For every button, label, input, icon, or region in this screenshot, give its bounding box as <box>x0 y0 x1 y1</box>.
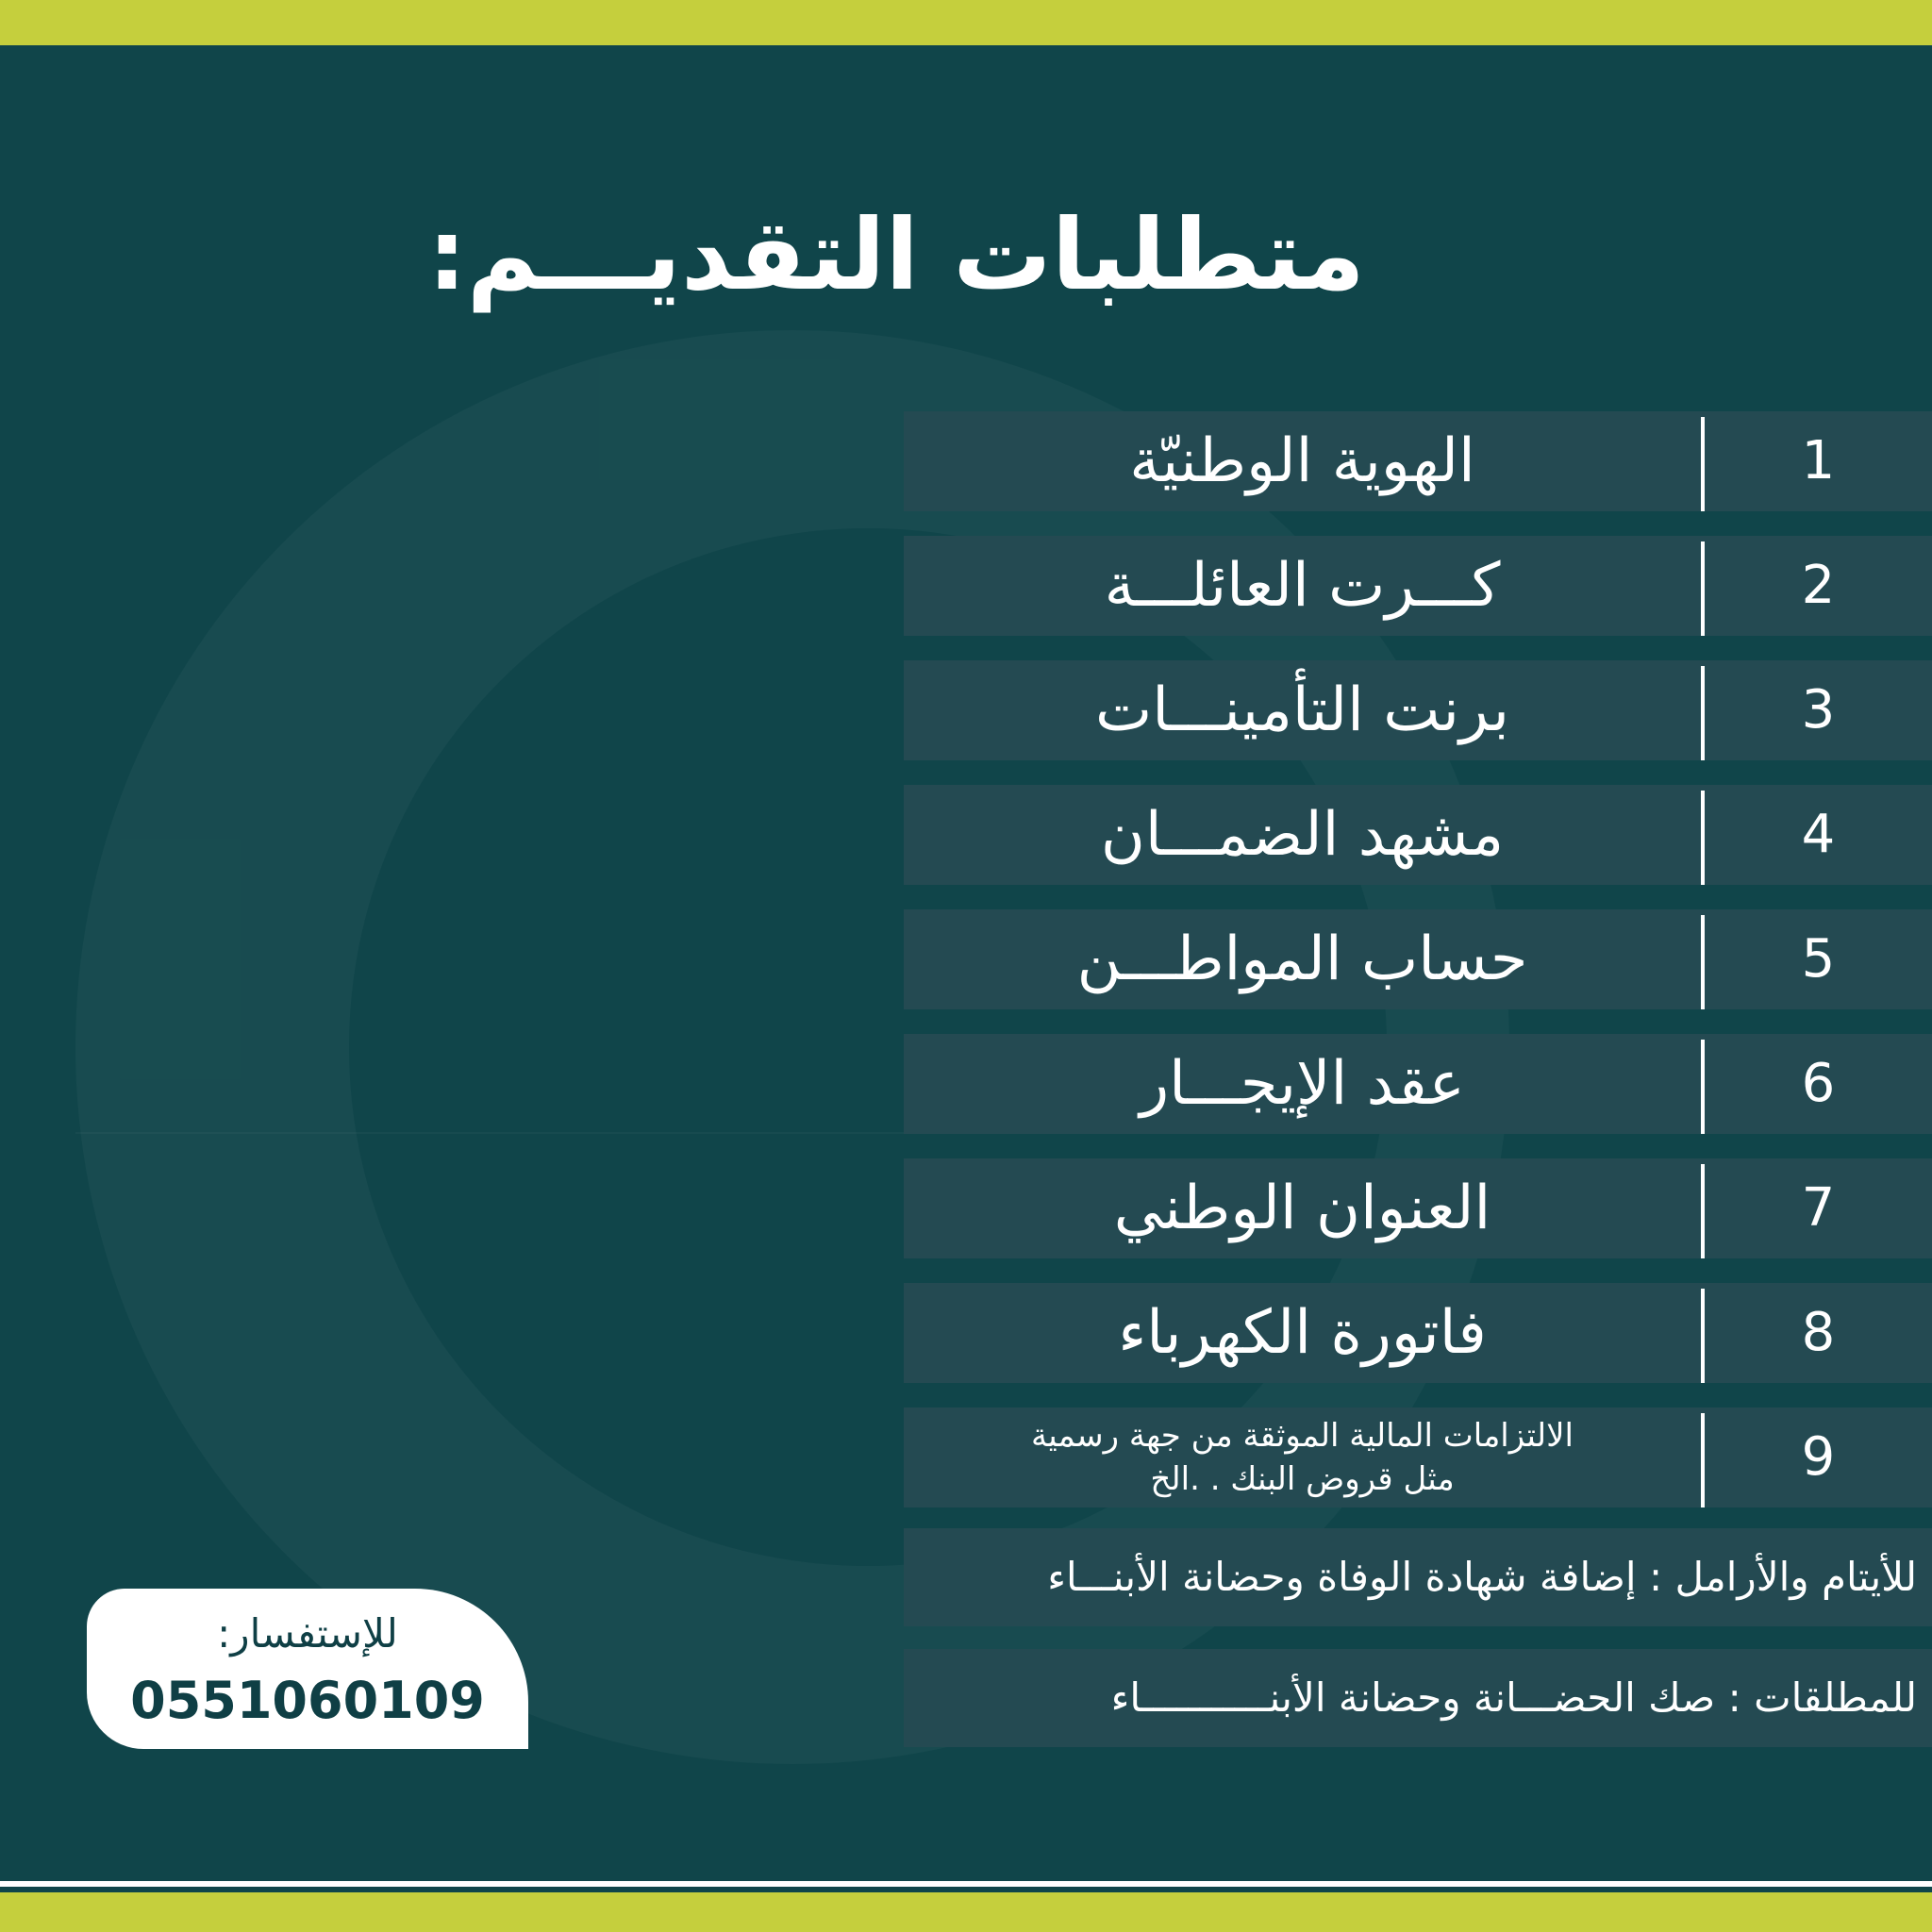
requirement-label: الهوية الوطنيّة <box>1129 426 1475 496</box>
requirement-row <box>904 660 1932 760</box>
requirement-number: 3 <box>1801 679 1836 741</box>
row-divider <box>1701 1164 1705 1258</box>
row-divider <box>1701 666 1705 760</box>
top-accent-bar <box>0 0 1932 45</box>
row-divider <box>1701 1040 1705 1134</box>
requirement-label: العنوان الوطني <box>1113 1174 1491 1243</box>
requirement-row <box>904 411 1932 511</box>
requirement-label-line2: مثل قروض البنك . .الخ <box>1150 1460 1455 1498</box>
requirement-number: 8 <box>1801 1302 1836 1363</box>
divorced-note: للمطلقات : صك الحضـــانة وحضانة الأبنـــــــــــاء <box>904 1649 1932 1747</box>
row-divider <box>1701 417 1705 511</box>
requirement-number: 1 <box>1801 430 1836 491</box>
requirement-label: فاتورة الكهرباء <box>1118 1298 1487 1368</box>
row-divider <box>1701 1289 1705 1383</box>
requirement-row <box>904 1034 1932 1134</box>
requirement-number: 7 <box>1801 1177 1836 1239</box>
bottom-accent-bar <box>0 1892 1932 1932</box>
requirement-label: مشهد الضمـــان <box>1100 800 1505 870</box>
requirement-row <box>904 1407 1932 1507</box>
requirement-label: كـــرت العائلـــة <box>1104 551 1501 621</box>
contact-label: للإستفسار: <box>217 1610 398 1657</box>
bottom-divider-line <box>0 1881 1932 1887</box>
background-band <box>75 1132 906 1134</box>
requirements-table <box>904 411 1932 1532</box>
requirement-label-multiline <box>904 1407 1701 1507</box>
requirement-row <box>904 785 1932 885</box>
requirement-row <box>904 536 1932 636</box>
contact-phone[interactable]: 0551060109 <box>130 1671 485 1730</box>
row-divider <box>1701 1413 1705 1507</box>
requirement-label-line1: الالتزامات المالية الموثقة من جهة رسمية <box>1031 1417 1574 1455</box>
requirement-row <box>904 1158 1932 1258</box>
row-divider <box>1701 915 1705 1009</box>
requirement-row <box>904 909 1932 1009</box>
row-divider <box>1701 541 1705 636</box>
contact-card <box>87 1589 528 1749</box>
requirement-number: 5 <box>1801 928 1836 990</box>
requirement-label: برنت التأمينـــات <box>1094 675 1510 745</box>
requirement-number: 4 <box>1801 804 1836 865</box>
requirement-number: 9 <box>1801 1426 1836 1488</box>
requirement-number: 6 <box>1801 1053 1836 1114</box>
requirement-row <box>904 1283 1932 1383</box>
requirement-number: 2 <box>1801 555 1836 616</box>
requirement-label: عقد الإيجـــار <box>1140 1049 1465 1119</box>
requirement-label: حساب المواطـــن <box>1076 924 1528 994</box>
orphans-widows-note: للأيتام والأرامل : إضافة شهادة الوفاة وحضانة الأبنـــاء <box>904 1528 1932 1626</box>
page-title: متطلبات التقديـــم: <box>427 197 1365 312</box>
row-divider <box>1701 791 1705 885</box>
